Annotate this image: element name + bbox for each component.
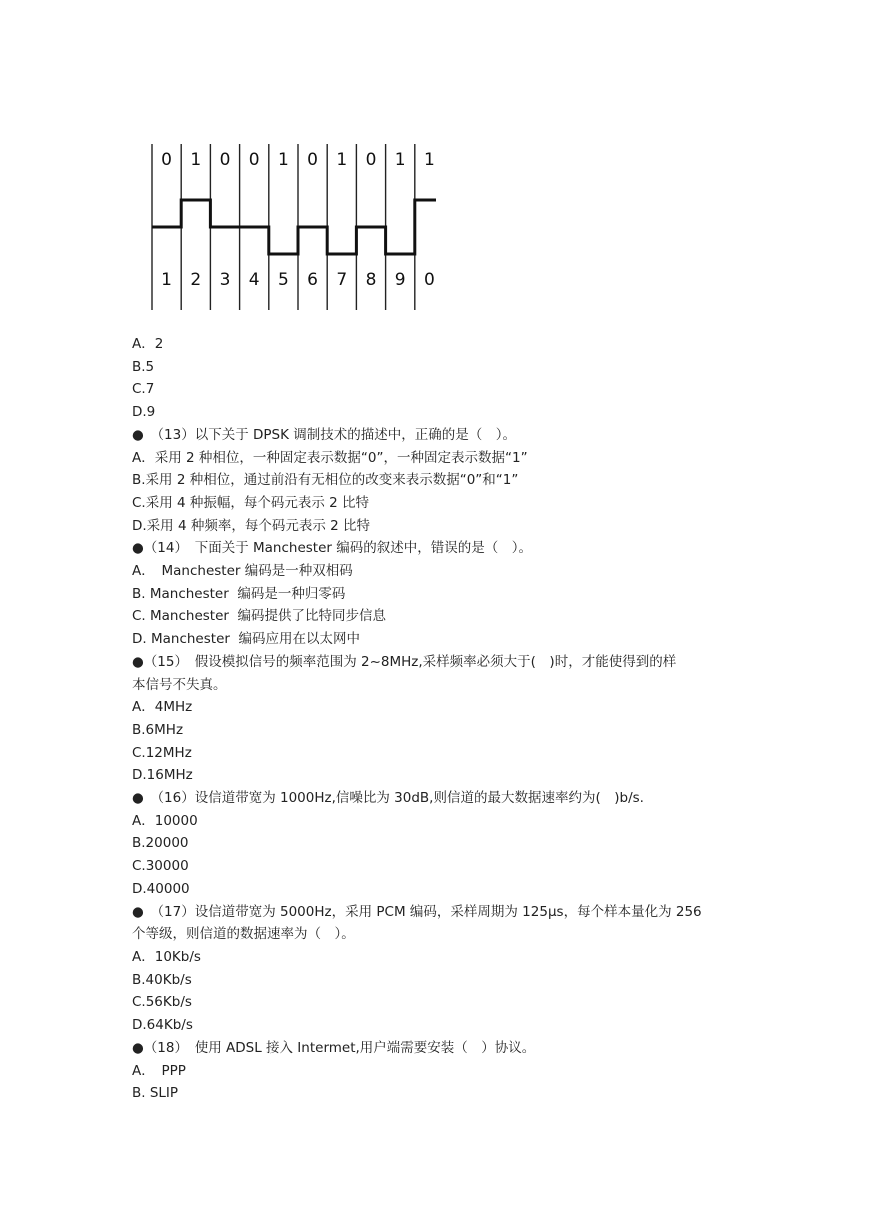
answer-option: D.64Kb/s: [132, 1017, 193, 1034]
signal-encoding-figure: [144, 134, 436, 314]
answer-option: A． PPP: [132, 1062, 186, 1079]
answer-option: D.采用 4 种频率，每个码元表示 2 比特: [132, 517, 371, 534]
top-bit-label: 1: [423, 150, 435, 170]
bottom-number-label: 0: [423, 270, 435, 290]
bottom-number-label: 4: [248, 270, 260, 290]
bottom-number-label: 1: [161, 270, 173, 290]
answer-option: D. Manchester 编码应用在以太网中: [132, 631, 361, 648]
top-bit-label: 0: [307, 150, 319, 170]
answer-option: C.56Kb/s: [132, 994, 192, 1011]
top-bit-label: 1: [394, 150, 406, 170]
question-content: [132, 333, 742, 1105]
answer-option: B.5: [132, 358, 155, 375]
answer-option: B.采用 2 种相位，通过前沿有无相位的改变来表示数据“0”和“1”: [132, 472, 519, 489]
answer-option: C.7: [132, 381, 155, 398]
answer-option: C.30000: [132, 858, 189, 875]
top-bit-label: 0: [161, 150, 173, 170]
question-stem: 个等级，则信道的数据速率为（ ）。: [132, 926, 355, 943]
answer-option: C.采用 4 种振幅，每个码元表示 2 比特: [132, 494, 370, 511]
answer-option: A．10Kb/s: [132, 948, 201, 965]
bottom-number-label: 5: [277, 270, 289, 290]
question-stem: ●（18） 使用 ADSL 接入 Intermet,用户端需要安装（ ）协议。: [132, 1039, 536, 1056]
question-stem: ●（14） 下面关于 Manchester 编码的叙述中，错误的是（ ）。: [132, 540, 532, 557]
answer-option: B.20000: [132, 835, 189, 852]
answer-option: D.40000: [132, 880, 190, 897]
top-bit-label: 0: [248, 150, 260, 170]
answer-option: A．10000: [132, 812, 198, 829]
answer-option: C. Manchester 编码提供了比特同步信息: [132, 608, 387, 625]
bottom-number-label: 9: [394, 270, 406, 290]
top-bit-label: 1: [277, 150, 289, 170]
answer-option: A．2: [132, 336, 164, 352]
answer-option: D.16MHz: [132, 767, 193, 784]
bottom-number-label: 6: [307, 270, 319, 290]
answer-option: A．采用 2 种相位，一种固定表示数据“0”，一种固定表示数据“1”: [132, 449, 528, 466]
top-bit-label: 0: [365, 150, 377, 170]
bottom-number-label: 7: [336, 270, 348, 290]
question-stem: ●（15） 假设模拟信号的频率范围为 2~8MHz,采样频率必须大于( )时，才能使得到的样: [132, 653, 677, 670]
question-stem: ● （17）设信道带宽为 5000Hz，采用 PCM 编码，采样周期为 125μs，每个样本量化为 256: [132, 903, 702, 920]
answer-option: B. SLIP: [132, 1085, 179, 1102]
top-bit-label: 0: [219, 150, 231, 170]
bottom-number-label: 8: [365, 270, 377, 290]
bottom-number-label: 2: [190, 270, 202, 290]
answer-option: B.40Kb/s: [132, 971, 192, 988]
signal-waveform: [152, 200, 436, 254]
bottom-number-label: 3: [219, 270, 231, 290]
answer-option: C.12MHz: [132, 744, 192, 761]
question-stem: ● （16）设信道带宽为 1000Hz,信噪比为 30dB,则信道的最大数据速率约为( )b/s.: [132, 790, 644, 807]
answer-option: D.9: [132, 404, 156, 421]
answer-option: B. Manchester 编码是一种归零码: [132, 585, 346, 602]
top-bit-label: 1: [190, 150, 202, 170]
question-stem: 本信号不失真。: [132, 676, 227, 693]
top-bit-label: 1: [336, 150, 348, 170]
question-stem: ● （13）以下关于 DPSK 调制技术的描述中，正确的是（ ）。: [132, 426, 516, 443]
answer-option: A． Manchester 编码是一种双相码: [132, 563, 353, 580]
answer-option: A．4MHz: [132, 699, 193, 716]
answer-option: B.6MHz: [132, 721, 184, 738]
